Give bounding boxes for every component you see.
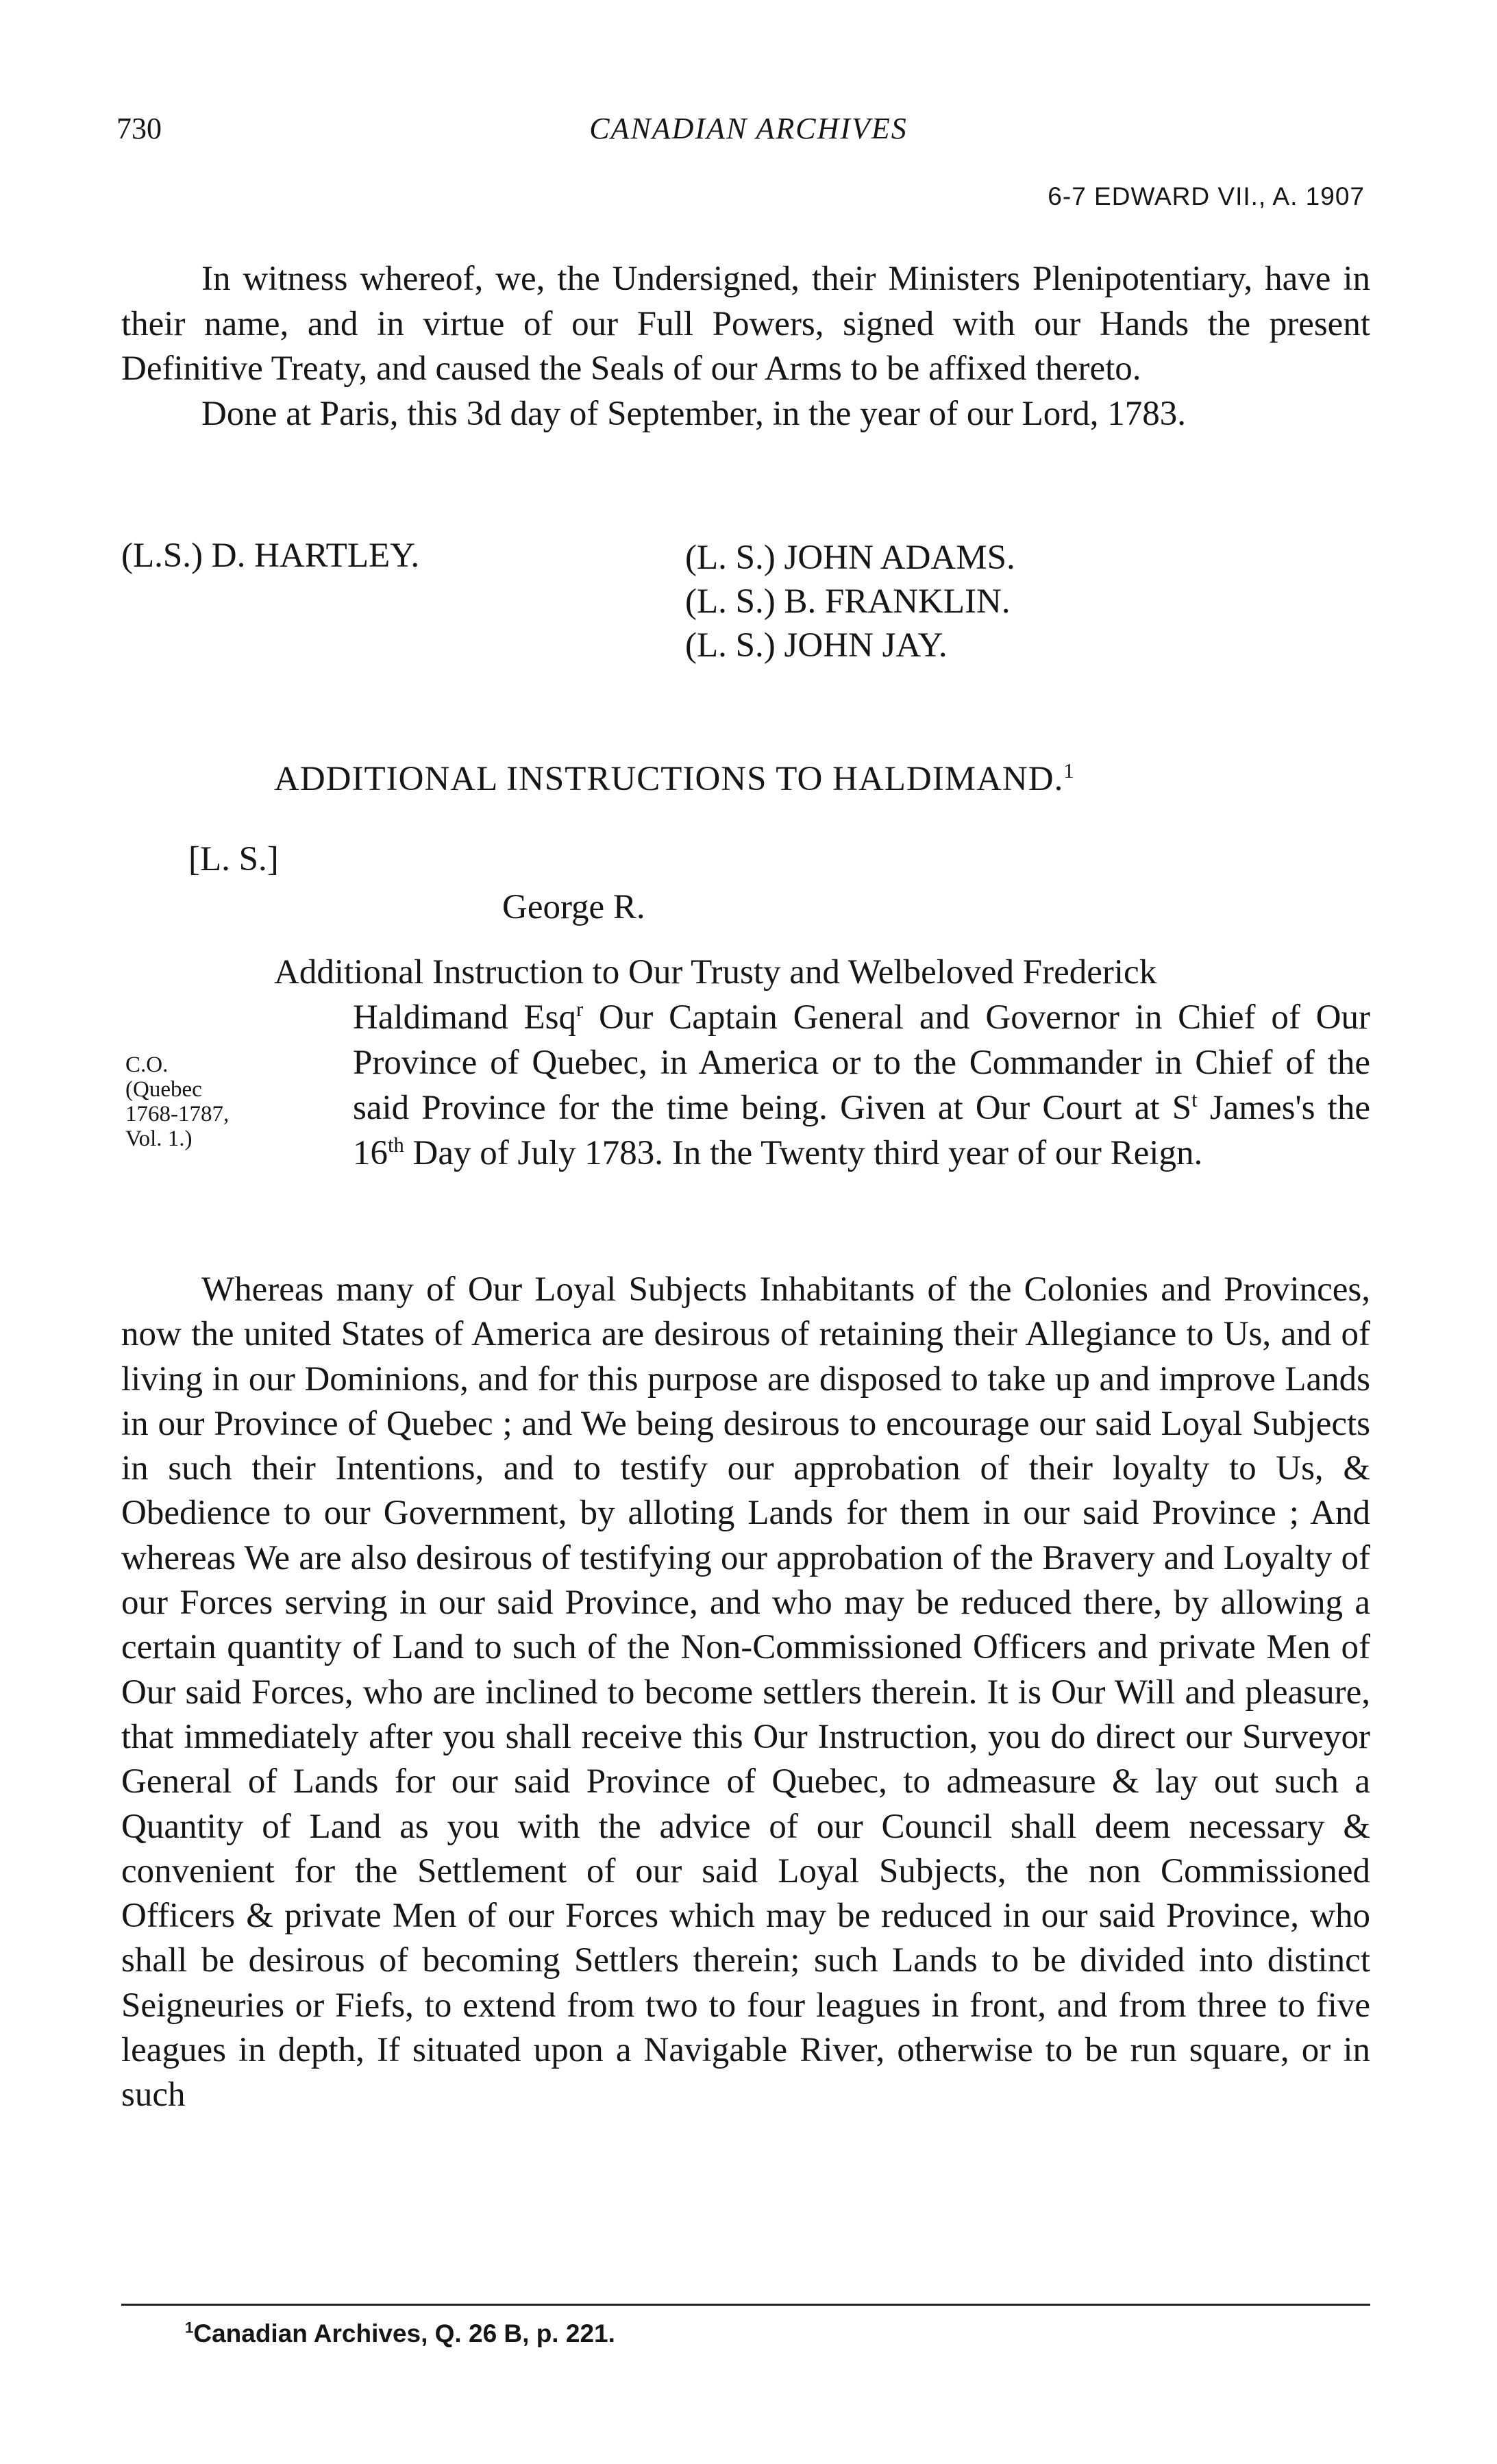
signature-block-right (685, 536, 1015, 667)
instruction-body (121, 1268, 1370, 2118)
margin-note-line: Vol. 1.) (125, 1126, 193, 1151)
heading-text: ADDITIONAL INSTRUCTIONS TO HALDIMAND. (274, 760, 1064, 798)
footnote-mark: 1 (185, 2319, 194, 2337)
preamble-rest: Haldimand Esq$^r$ Our Captain General and Governor in Chief of Our Province of Quebec, in America or to the Commander in Chief of the said Province for the time being. Given at Our Court at $S^t$ James's the 16th Day of July 1783. In the Twenty third year of our Reign. (353, 998, 1370, 1172)
signature-jay: (L. S.) JOHN JAY. (685, 626, 948, 665)
footnote-rule (121, 2304, 1370, 2306)
preamble-first-line: Additional Instruction to Our Trusty and Welbeloved Frederick (274, 953, 1157, 991)
royal-signature: George R. (502, 888, 645, 926)
treaty-closing (121, 257, 1370, 436)
heading-footnote-mark: 1 (1063, 759, 1075, 783)
done-paragraph: Done at Paris, this 3d day of September, in the year of our Lord, 1783. (201, 394, 1186, 433)
margin-note-line: 1768-1787, (125, 1102, 230, 1126)
page-number: 730 (116, 112, 162, 145)
instruction-body-paragraph: Whereas many of Our Loyal Subjects Inhabitants of the Colonies and Provinces, now the united States of America are desirous of retaining their Allegiance to Us, and of living in our Dominions, and for this purpose are disposed to take up and improve Lands in our Province of Quebec ; and We being desirous to encourage our said Loyal Subjects in such their Intentions, and to testify our approbation of their loyalty to Us, & Obedience to our Government, by alloting Lands for them in our said Province ; And whereas We are also desirous of testifying our approbation of the Bravery and Loyalty of our Forces serving in our said Province, and who may be reduced there, by allowing a certain quantity of Land to such of the Non-Commissioned Officers and private Men of Our said Forces, who are inclined to become settlers therein. It is Our Will and pleasure, that immediately after you shall receive this Our Instruction, you do direct our Surveyor General of Lands for our said Province of Quebec, to admeasure & lay out such a Quantity of Land as you with the advice of our Council shall deem necessary & convenient for the Settlement of our said Loyal Subjects, the non Commissioned Officers & private Men of our Forces which may be reduced in our said Province, who shall be desirous of becoming Settlers therein; such Lands to be divided into distinct Seigneuries or Fiefs, to extend from two to four leagues in front, and from three to five leagues in depth, If situated upon a Navigable River, otherwise to be run square, or in such (121, 1270, 1370, 2115)
running-title: CANADIAN ARCHIVES (589, 112, 908, 145)
instructions-heading (274, 759, 1075, 799)
signature-franklin: (L. S.) B. FRANKLIN. (685, 582, 1011, 621)
signature-adams: (L. S.) JOHN ADAMS. (685, 539, 1015, 577)
witness-paragraph: In witness whereof, we, the Undersigned, their Ministers Plenipotentiary, have in their name, and in virtue of our Full Powers, signed with our Hands the present Definitive Treaty, and caused the Seals of our Arms to be affixed thereto. (121, 260, 1370, 388)
footnote-text: Canadian Archives, Q. 26 B, p. 221. (193, 2319, 615, 2348)
margin-note-line: C.O. (125, 1052, 169, 1077)
session-reference: 6-7 EDWARD VII., A. 1907 (1048, 182, 1365, 210)
seal-mark: [L. S.] (188, 840, 279, 878)
instruction-preamble (274, 950, 1370, 1176)
footnote (185, 2319, 615, 2348)
margin-note (125, 1052, 229, 1151)
signature-hartley: (L.S.) D. HARTLEY. (121, 537, 420, 575)
margin-note-line: (Quebec (125, 1077, 202, 1102)
